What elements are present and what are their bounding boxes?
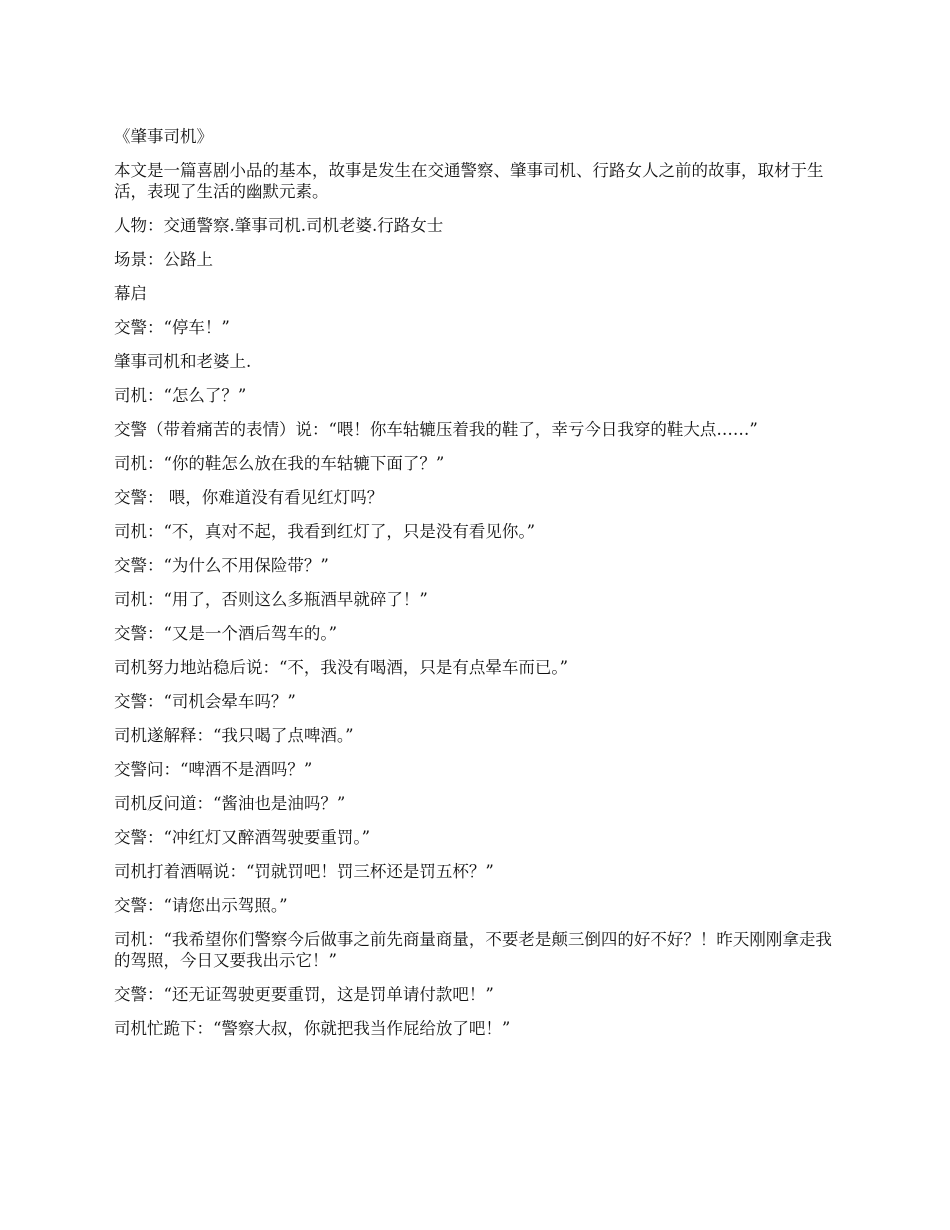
dialogue-line: 司机：“怎么了？”	[114, 386, 247, 405]
dialogue-line: 司机遂解释：“我只喝了点啤酒。”	[114, 726, 354, 745]
dialogue-line: 司机忙跪下：“警察大叔，你就把我当作屁给放了吧！”	[114, 1019, 511, 1038]
dialogue-line: 司机：“我希望你们警察今后做事之前先商量商量，不要老是颠三倒四的好不好？！昨天刚刚拿走我的驾照，今日又要我出示它！”	[114, 930, 832, 970]
stage-direction: 肇事司机和老婆上.	[114, 352, 252, 371]
dialogue-line: 交警：“还无证驾驶更要重罚，这是罚单请付款吧！”	[114, 985, 494, 1004]
dialogue-line: 交警：“又是一个酒后驾车的。”	[114, 624, 338, 643]
paragraph-intro: 本文是一篇喜剧小品的基本，故事是发生在交通警察、肇事司机、行路女人之前的故事，取材于生活，表现了生活的幽默元素。	[114, 161, 824, 201]
dialogue-line: 司机：“不，真对不起，我看到红灯了，只是没有看见你。”	[114, 522, 536, 541]
dialogue-line: 交警：“司机会晕车吗？”	[114, 692, 296, 711]
dialogue-line: 交警：“为什么不用保险带？”	[114, 556, 329, 575]
dialogue-line: 司机打着酒嗝说：“罚就罚吧！罚三杯还是罚五杯？”	[114, 862, 494, 881]
document-title: 《肇事司机》	[114, 127, 213, 146]
dialogue-line: 交警： 喂，你难道没有看见红灯吗？	[114, 488, 384, 507]
dialogue-line: 交警（带着痛苦的表情）说：“喂！你车轱辘压着我的鞋了，幸亏今日我穿的鞋大点……”	[114, 420, 758, 439]
dialogue-line: 司机：“你的鞋怎么放在我的车轱辘下面了？”	[114, 454, 445, 473]
dialogue-line: 交警：“停车！”	[114, 318, 230, 337]
paragraph-scene: 场景：公路上	[114, 250, 213, 269]
paragraph-curtain-up: 幕启	[114, 284, 147, 303]
dialogue-line: 司机：“用了，否则这么多瓶酒早就碎了！”	[114, 590, 428, 609]
dialogue-line: 司机反问道：“酱油也是油吗？”	[114, 794, 346, 813]
paragraph-characters: 人物：交通警察.肇事司机.司机老婆.行路女士	[114, 216, 444, 235]
document-body	[114, 126, 840, 1052]
dialogue-line: 交警：“请您出示驾照。”	[114, 896, 288, 915]
dialogue-line: 交警问：“啤酒不是酒吗？”	[114, 760, 313, 779]
dialogue-line: 司机努力地站稳后说：“不，我没有喝酒，只是有点晕车而已。”	[114, 658, 569, 677]
dialogue-line: 交警：“冲红灯又醉酒驾驶要重罚。”	[114, 828, 371, 847]
